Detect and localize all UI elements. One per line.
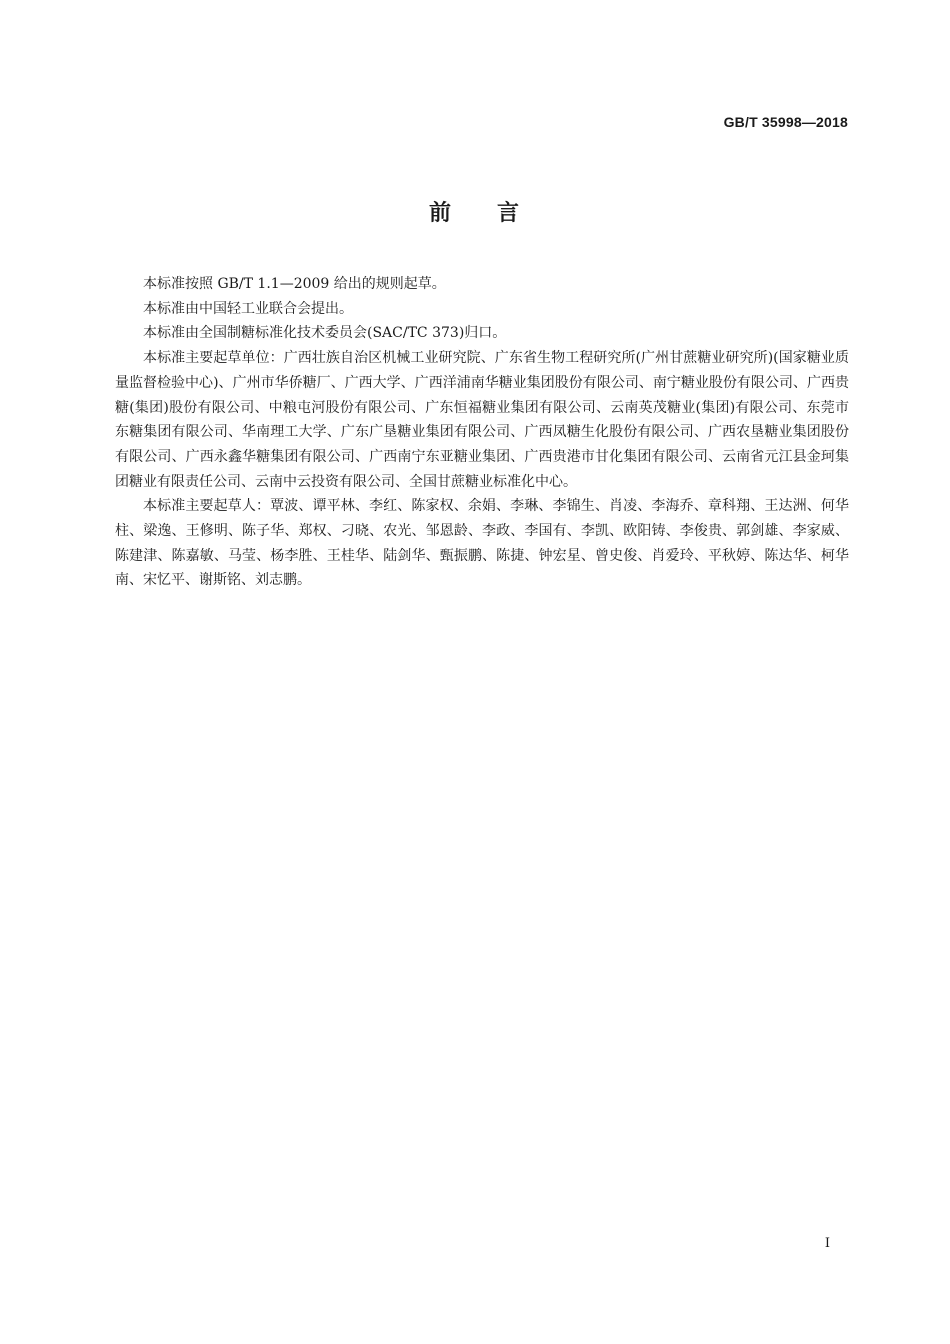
- standard-number: GB/T 35998—2018: [723, 114, 848, 130]
- foreword-body: [115, 272, 849, 593]
- paragraph-drafting-rules: 本标准按照 GB/T 1.1—2009 给出的规则起草。: [143, 276, 446, 292]
- page-title: [0, 196, 950, 227]
- title-part-2: 言: [497, 201, 522, 226]
- paragraph-drafters: 本标准主要起草人：覃波、谭平林、李红、陈家权、余娟、李琳、李锦生、肖凌、李海乔、章科翔、王达洲、何华柱、梁逸、王修明、陈子华、郑权、刁晓、农光、邹恩龄、李政、李国有、李凯、欧阳铸、李俊贵、郭剑雄、李家威、陈建津、陈嘉敏、马莹、杨李胜、王桂华、陆剑华、甄振鹏、陈捷、钟宏星、曾史俊、肖爱玲、平秋婷、陈达华、柯华南、宋忆平、谢斯铭、刘志鹏。: [115, 498, 849, 589]
- paragraph-proposed-by: 本标准由中国轻工业联合会提出。: [143, 300, 353, 317]
- paragraph-under-jurisdiction: 本标准由全国制糖标准化技术委员会(SAC/TC 373)归口。: [143, 325, 507, 342]
- page-number: I: [824, 1236, 830, 1251]
- title-part-1: 前: [428, 201, 453, 226]
- paragraph-drafting-units: 本标准主要起草单位：广西壮族自治区机械工业研究院、广东省生物工程研究所(广州甘蔗糖业研究所)(国家糖业质量监督检验中心)、广州市华侨糖厂、广西大学、广西洋浦南华糖业集团股份有限公司、南宁糖业股份有限公司、广西贵糖(集团)股份有限公司、中粮屯河股份有限公司、广东恒福糖业集团有限公司、云南英茂糖业(集团)有限公司、东莞市东糖集团有限公司、华南理工大学、广东广垦糖业集团有限公司、广西凤糖生化股份有限公司、广西农垦糖业集团股份有限公司、广西永鑫华糖集团有限公司、广西南宁东亚糖业集团、广西贵港市甘化集团有限公司、云南省元江县金珂集团糖业有限责任公司、云南中云投资有限公司、全国甘蔗糖业标准化中心。: [115, 350, 849, 490]
